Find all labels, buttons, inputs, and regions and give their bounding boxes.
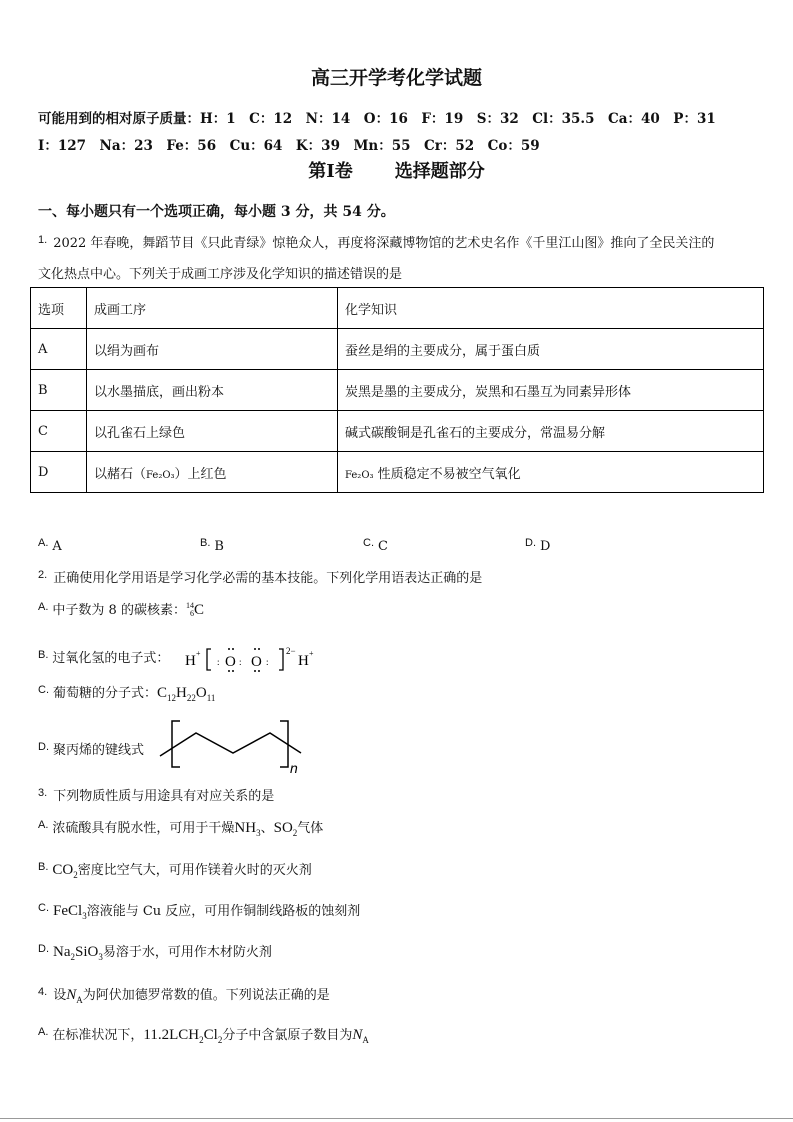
option-text: 中子数为 8 的碳核素： bbox=[52, 603, 186, 618]
section-volume: 第Ⅰ卷 bbox=[308, 161, 353, 182]
option-letter: B. bbox=[38, 861, 49, 873]
polypropylene-bond-line bbox=[158, 718, 308, 776]
q4-stem bbox=[38, 984, 330, 1005]
option-letter: D. bbox=[38, 943, 49, 955]
q2-option-c bbox=[38, 682, 215, 703]
page-bottom-border bbox=[0, 1118, 793, 1119]
table-cell-process: 以孔雀石上绿色 bbox=[87, 411, 338, 452]
symbol-na: $N_A$ bbox=[66, 987, 83, 1005]
option-letter: A. bbox=[38, 819, 49, 831]
table-cell-knowledge: 碱式碳酸铜是孔雀石的主要成分，常温易分解 bbox=[338, 411, 764, 452]
q2-option-d bbox=[38, 739, 144, 758]
atomic-mass-label: 可能用到的相对原子质量： bbox=[38, 111, 200, 127]
option-letter: A. bbox=[38, 601, 49, 613]
q3-option-a: $^{A.}$ 浓硫酸具有脱水性，可用于干燥$NH_3$、$SO_2$气体 bbox=[38, 819, 324, 838]
q3-stem-text: 下列物质性质与用途具有对应关系的是 bbox=[53, 789, 275, 804]
q1-number: 1. bbox=[38, 234, 48, 246]
table-header-cell: 选项 bbox=[31, 288, 87, 329]
table-header-row bbox=[31, 288, 764, 329]
process-text-pre: 以赭石（ bbox=[94, 466, 147, 482]
option-text-post: 分子中含氯原子数目为 bbox=[222, 1028, 353, 1043]
option-text-pre: 浓硫酸具有脱水性，可用于干燥 bbox=[52, 821, 235, 836]
q3-option-d bbox=[38, 941, 272, 962]
option-text-pre: 在标准状况下， bbox=[52, 1028, 144, 1043]
svg-text::: : bbox=[239, 657, 242, 667]
q4-stem-pre: 设 bbox=[53, 988, 67, 1003]
option-letter: C. bbox=[38, 902, 49, 914]
formula-fe2o3: Fe₂O₃ bbox=[146, 469, 175, 481]
table-cell-knowledge: 蚕丝是绢的主要成分，属于蛋白质 bbox=[338, 329, 764, 370]
table-cell-knowledge: 炭黑是墨的主要成分，炭黑和石墨互为同素异形体 bbox=[338, 370, 764, 411]
option-text: A bbox=[52, 539, 62, 554]
table-row bbox=[31, 452, 764, 493]
table-cell-option: D bbox=[31, 452, 87, 493]
q3-stem bbox=[38, 785, 274, 804]
knowledge-text: 性质稳定不易被空气氧化 bbox=[377, 466, 521, 482]
table-cell-process: 以绢为画布 bbox=[87, 329, 338, 370]
symbol-na: $N_A$ bbox=[352, 1027, 369, 1045]
formula-so2: $SO_2$ bbox=[273, 820, 298, 838]
repeat-n: n bbox=[290, 760, 298, 776]
table-row bbox=[31, 370, 764, 411]
option-text: D bbox=[540, 539, 551, 554]
svg-text:O: O bbox=[251, 654, 262, 670]
q1-option-b bbox=[200, 537, 224, 554]
q1-option-d bbox=[525, 537, 550, 554]
formula-fecl3: FeCl$_3$ bbox=[53, 903, 87, 921]
q4-stem-post: 为阿伏加德罗常数的值。下列说法正确的是 bbox=[82, 988, 330, 1003]
table-cell-knowledge bbox=[338, 452, 764, 493]
svg-text::: : bbox=[217, 657, 220, 667]
formula-na2sio3: $Na_2SiO_3$ bbox=[53, 944, 103, 962]
option-letter: D. bbox=[525, 537, 536, 549]
svg-text:+: + bbox=[196, 649, 201, 658]
q4-option-a bbox=[38, 1024, 369, 1045]
table-cell-process: 以水墨描底，画出粉本 bbox=[87, 370, 338, 411]
q1-stem-line2: 文化热点中心。下列关于成画工序涉及化学知识的描述错误的是 bbox=[38, 267, 403, 282]
option-letter: A. bbox=[38, 537, 49, 549]
option-text-post: 溶液能与 Cu 反应，可用作铜制线路板的蚀刻剂 bbox=[86, 904, 361, 919]
formula-co2: $CO_2$ bbox=[52, 862, 78, 880]
option-text-post: 密度比空气大，可用作镁着火时的灭火剂 bbox=[77, 863, 312, 878]
atomic-mass-values-2: I：127 Na：23 Fe：56 Cu：64 K：39 Mn：55 Cr：52 Co：59 bbox=[38, 138, 540, 154]
option-text-post: 气体 bbox=[297, 821, 324, 836]
option-text: 过氧化氢的电子式： bbox=[52, 651, 170, 666]
svg-text:+: + bbox=[309, 649, 314, 658]
option-text: B bbox=[214, 539, 224, 554]
table-cell-option: C bbox=[31, 411, 87, 452]
q2-stem bbox=[38, 567, 482, 586]
process-text-post: ）上红色 bbox=[174, 466, 227, 482]
q3-option-b bbox=[38, 859, 312, 880]
q4-number: 4. bbox=[38, 986, 48, 998]
svg-text:2−: 2− bbox=[286, 646, 296, 656]
option-letter: C. bbox=[38, 684, 49, 696]
carbon-14-nuclide: 14 6 C bbox=[185, 601, 204, 618]
table-cell-process bbox=[87, 452, 338, 493]
option-text: 聚丙烯的键线式 bbox=[53, 743, 145, 758]
option-text: C bbox=[378, 539, 388, 554]
option-text-post: 易溶于水，可用作木材防火剂 bbox=[102, 945, 272, 960]
q2-option-a bbox=[38, 599, 204, 619]
table-header-cell: 成画工序 bbox=[87, 288, 338, 329]
q3-number: 3. bbox=[38, 787, 48, 799]
option-letter: B. bbox=[38, 649, 49, 661]
table-cell-option: A bbox=[31, 329, 87, 370]
table-cell-option: B bbox=[31, 370, 87, 411]
option-text: 葡萄糖的分子式： bbox=[53, 686, 158, 701]
glucose-formula: $C_{12}H_{22}O_{11}$ bbox=[157, 685, 216, 703]
svg-text:H: H bbox=[185, 653, 196, 669]
svg-text:H: H bbox=[298, 653, 309, 669]
option-letter: A. bbox=[38, 1026, 49, 1038]
table-header-cell: 化学知识 bbox=[338, 288, 764, 329]
q3-option-c bbox=[38, 900, 360, 921]
atomic-mass-line1 bbox=[38, 107, 716, 127]
h2o2-electron-formula bbox=[183, 640, 323, 674]
table-row bbox=[31, 329, 764, 370]
q2-stem-text: 正确使用化学用语是学习化学必需的基本技能。下列化学用语表达正确的是 bbox=[53, 571, 483, 586]
q1-table bbox=[30, 287, 764, 493]
section-name: 选择题部分 bbox=[394, 161, 485, 182]
q1-option-c bbox=[363, 537, 388, 554]
option-letter: D. bbox=[38, 741, 49, 753]
q2-number: 2. bbox=[38, 569, 48, 581]
atomic-mass-values-1: H：1 C：12 N：14 O：16 F：19 S：32 Cl：35.5 Ca：40 P：31 bbox=[200, 111, 716, 127]
q1-stem-line1 bbox=[38, 232, 714, 251]
option-letter: B. bbox=[200, 537, 211, 549]
q1-option-a bbox=[38, 537, 62, 554]
part1-instructions: 一、每小题只有一个选项正确，每小题 3 分，共 54 分。 bbox=[38, 204, 395, 220]
svg-text::: : bbox=[266, 657, 269, 667]
formula-nh3: $NH_3$ bbox=[234, 820, 261, 838]
formula-fe2o3: Fe₂O₃ bbox=[345, 469, 374, 481]
option-letter: C. bbox=[363, 537, 374, 549]
q2-option-b bbox=[38, 647, 169, 666]
formula-11-2l-ch2cl2: $11.2LCH_2Cl_2$ bbox=[143, 1027, 223, 1045]
q1-stem-text1: 2022 年春晚，舞蹈节目《只此青绿》惊艳众人，再度将深藏博物馆的艺术史名作《千里江山图》推向了全民关注的 bbox=[53, 236, 715, 251]
table-row bbox=[31, 411, 764, 452]
section-heading bbox=[0, 157, 793, 183]
page-title: 高三开学考化学试题 bbox=[310, 67, 482, 89]
svg-text:O: O bbox=[225, 654, 236, 670]
